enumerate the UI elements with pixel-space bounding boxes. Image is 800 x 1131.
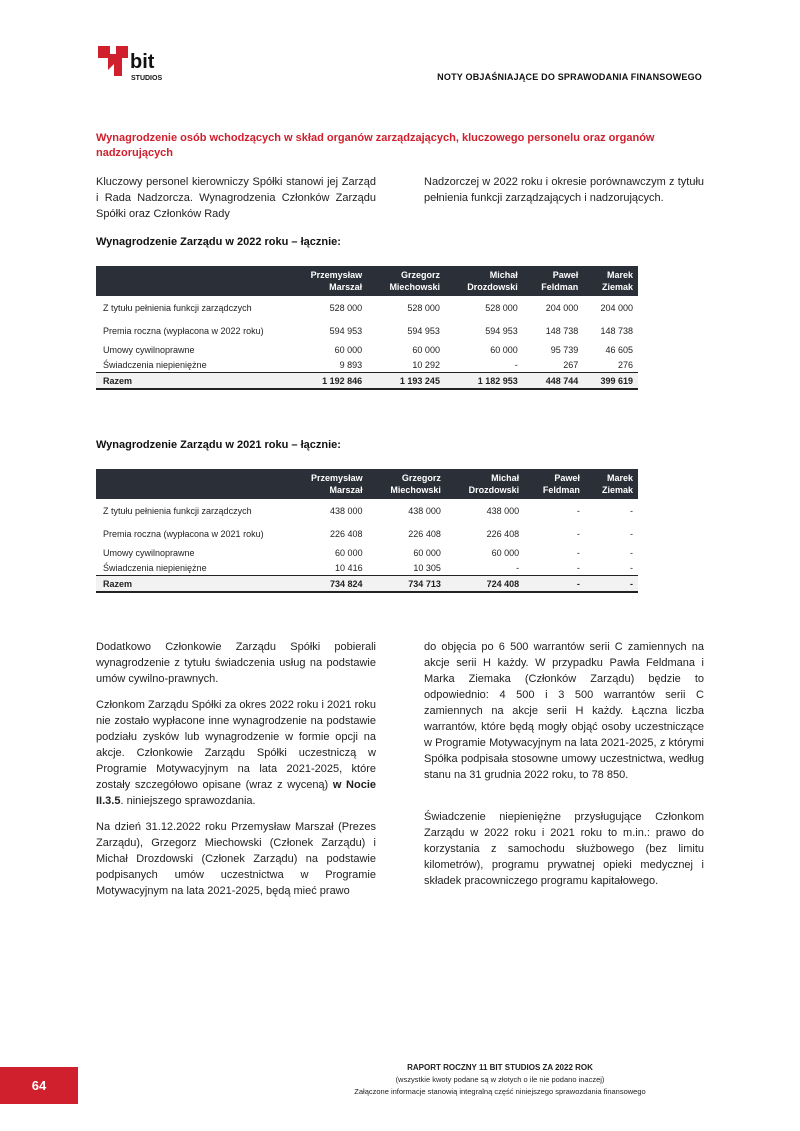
cell: - [630,547,633,558]
cell: 594 953 [329,325,363,336]
footer-currency-note: (wszystkie kwoty podane są w złotych o ile nie podano inaczej) [395,1075,605,1084]
cell: - [576,528,580,539]
cell: 10 292 [412,359,440,370]
table-row [96,560,638,576]
total-cell: 1 193 245 [367,373,445,390]
row-label: Świadczenia niepieniężne [103,359,207,370]
cell: 9 893 [339,359,363,370]
table-total-row [96,576,638,593]
cell: - [516,562,520,573]
11-bit-studios-logo [96,42,176,84]
cell: 276 [617,359,633,370]
table-row [96,357,638,373]
paragraph: Członkom Zarządu Spółki za okres 2022 roku i 2021 roku nie zostało wypłacone inne wynagrodzenie na podstawie podziału zysków lub wynagrodzenie w formie opcji na akcje. Członkowie Zarządu Spółki uczestniczą w Programie Motywacyjnym na lata 2021-2025, które zostały szczegółowo opisane (wraz z wyceną) w Nocie II.3.5. niniejszego sprawozdania. [96,699,376,807]
cell: 60 000 [412,344,440,355]
remuneration-table-2021 [96,469,638,593]
table-2021-heading: Wynagrodzenie Zarządu w 2021 roku – łącznie: [96,439,341,451]
body-column-left [96,639,376,909]
total-cell: - [585,576,638,593]
table-2022-heading: Wynagrodzenie Zarządu w 2022 roku – łącznie: [96,236,341,248]
row-label: Świadczenia niepieniężne [103,562,207,573]
cell: 226 408 [408,528,441,539]
cell: 60 000 [490,344,518,355]
table-total-row [96,373,638,390]
cell: 528 000 [485,302,518,313]
cell: 95 739 [550,344,579,355]
row-label: Umowy cywilnoprawne [103,344,195,355]
column-header-miechowski: Grzegorz Miechowski [368,469,446,499]
header-blank [96,469,288,499]
total-label: Razem [96,576,288,593]
footer-integral-note: Załączone informacje stanowią integralną część niniejszego sprawozdania finansowego [354,1087,646,1096]
total-cell: 1 192 846 [288,373,367,390]
row-label: Z tytułu pełnienia funkcji zarządczych [103,302,252,313]
cell: 267 [563,359,579,370]
cell: 46 605 [605,344,633,355]
cell: - [630,505,633,516]
cell: 528 000 [329,302,363,313]
header-blank [96,266,288,296]
column-header-feldman: Paweł Feldman [523,266,583,296]
paragraph: Na dzień 31.12.2022 roku Przemysław Marszał (Prezes Zarządu), Grzegorz Miechowski (Członek Zarządu) i Michał Drozdowski (Członek Zarządu) na podstawie podpisanych umów uczestnictwa w Programie Motywacyjnym na lata 2021-2025, będą mieć prawo [96,821,376,897]
table-header-row [96,266,638,296]
paragraph: do objęcia po 6 500 warrantów serii C zamiennych na akcje serii H każdy. W przypadku Pawła Feldmana i Marka Ziemaka (Członków Zarządu) będzie to odpowiednio: 4 500 i 3 500 warrantów serii C zamiennych na akcje serii H każdy. Łączna liczba warrantów, które będą mogły objąć osoby uczestniczące w Programie Motywacyjnym na lata 2021-2025, z którymi Spółka podpisała stosowne umowy uczestnictwa, według stanu na 31 grudnia 2022 roku, to 78 850. [424,641,704,781]
cell: 226 408 [486,528,520,539]
remuneration-table-2022 [96,266,638,390]
row-label: Premia roczna (wypłacona w 2021 roku) [103,528,264,539]
table-row [96,499,638,522]
total-cell: 724 408 [446,576,524,593]
cell: 594 953 [407,325,440,336]
cell: 204 000 [545,302,579,313]
cell: - [576,562,580,573]
row-label: Umowy cywilnoprawne [103,547,195,558]
cell: 60 000 [491,547,520,558]
cell: 60 000 [335,547,363,558]
table-row [96,319,638,342]
section-title: Wynagrodzenie osób wchodzących w skład organów zarządzających, kluczowego personelu oraz organów nadzorujących [96,132,655,159]
cell: 438 000 [486,505,520,516]
cell: 148 738 [600,325,633,336]
column-header-marszal: Przemysław Marszał [288,469,368,499]
logo-text-sub: STUDIOS [131,75,163,82]
column-header-drozdowski: Michał Drozdowski [446,469,524,499]
column-header-marszal: Przemysław Marszał [288,266,367,296]
column-header-ziemak: Marek Ziemak [585,469,638,499]
total-cell: 399 619 [583,373,638,390]
cell: - [576,505,580,516]
header-title: NOTY OBJAŚNIAJĄCE DO SPRAWODANIA FINANSOWEGO [437,72,702,82]
cell: 528 000 [407,302,440,313]
column-header-drozdowski: Michał Drozdowski [445,266,523,296]
cell: 438 000 [330,505,363,516]
total-label: Razem [96,373,288,390]
row-label: Z tytułu pełnienia funkcji zarządczych [103,505,252,516]
table-header-row [96,469,638,499]
intro-right: Nadzorczej w 2022 roku i okresie porównawczym z tytułu pełnienia funkcji zarządzających i nadzorujących. [424,176,704,204]
cell: 148 738 [545,325,579,336]
logo-text-main: bit [130,51,155,73]
column-header-feldman: Paweł Feldman [524,469,585,499]
note-reference: w Nocie II.3.5 [96,779,376,807]
table-row [96,296,638,319]
cell: 60 000 [413,547,441,558]
cell: 226 408 [330,528,363,539]
table-row [96,522,638,545]
cell: - [514,359,518,370]
column-header-miechowski: Grzegorz Miechowski [367,266,445,296]
total-cell: 1 182 953 [445,373,523,390]
cell: 60 000 [334,344,363,355]
total-cell: 734 824 [288,576,368,593]
cell: - [630,562,633,573]
table-row [96,545,638,560]
cell: 438 000 [408,505,441,516]
body-column-right [424,639,704,899]
cell: 594 953 [485,325,518,336]
total-cell: 448 744 [523,373,583,390]
total-cell: - [524,576,585,593]
footer-report-title: RAPORT ROCZNY 11 BIT STUDIOS ZA 2022 ROK [407,1063,593,1072]
cell: - [576,547,580,558]
cell: 10 416 [335,562,363,573]
paragraph: Świadczenie niepieniężne przysługujące Członkom Zarządu w 2022 roku i 2021 roku to m.in.: prawo do korzystania z samochodu służbowego (bez limitu kilometrów), programu prywatnej opieki medycznej i składek pracowniczego programu kapitałowego. [424,811,704,887]
table-row [96,342,638,357]
row-label: Premia roczna (wypłacona w 2022 roku) [103,325,264,336]
intro-left: Kluczowy personel kierowniczy Spółki stanowi jej Zarząd i Rada Nadzorcza. Wynagrodzenia Członków Zarządu Spółki oraz Członków Rady [96,176,376,220]
total-cell: 734 713 [368,576,446,593]
page-number: 64 [0,1067,78,1104]
cell: 204 000 [600,302,633,313]
paragraph: Dodatkowo Członkowie Zarządu Spółki pobierali wynagrodzenie z tytułu świadczenia usług na podstawie umów cywilno-prawnych. [96,641,376,685]
cell: 10 305 [413,562,441,573]
column-header-ziemak: Marek Ziemak [583,266,638,296]
cell: - [630,528,633,539]
